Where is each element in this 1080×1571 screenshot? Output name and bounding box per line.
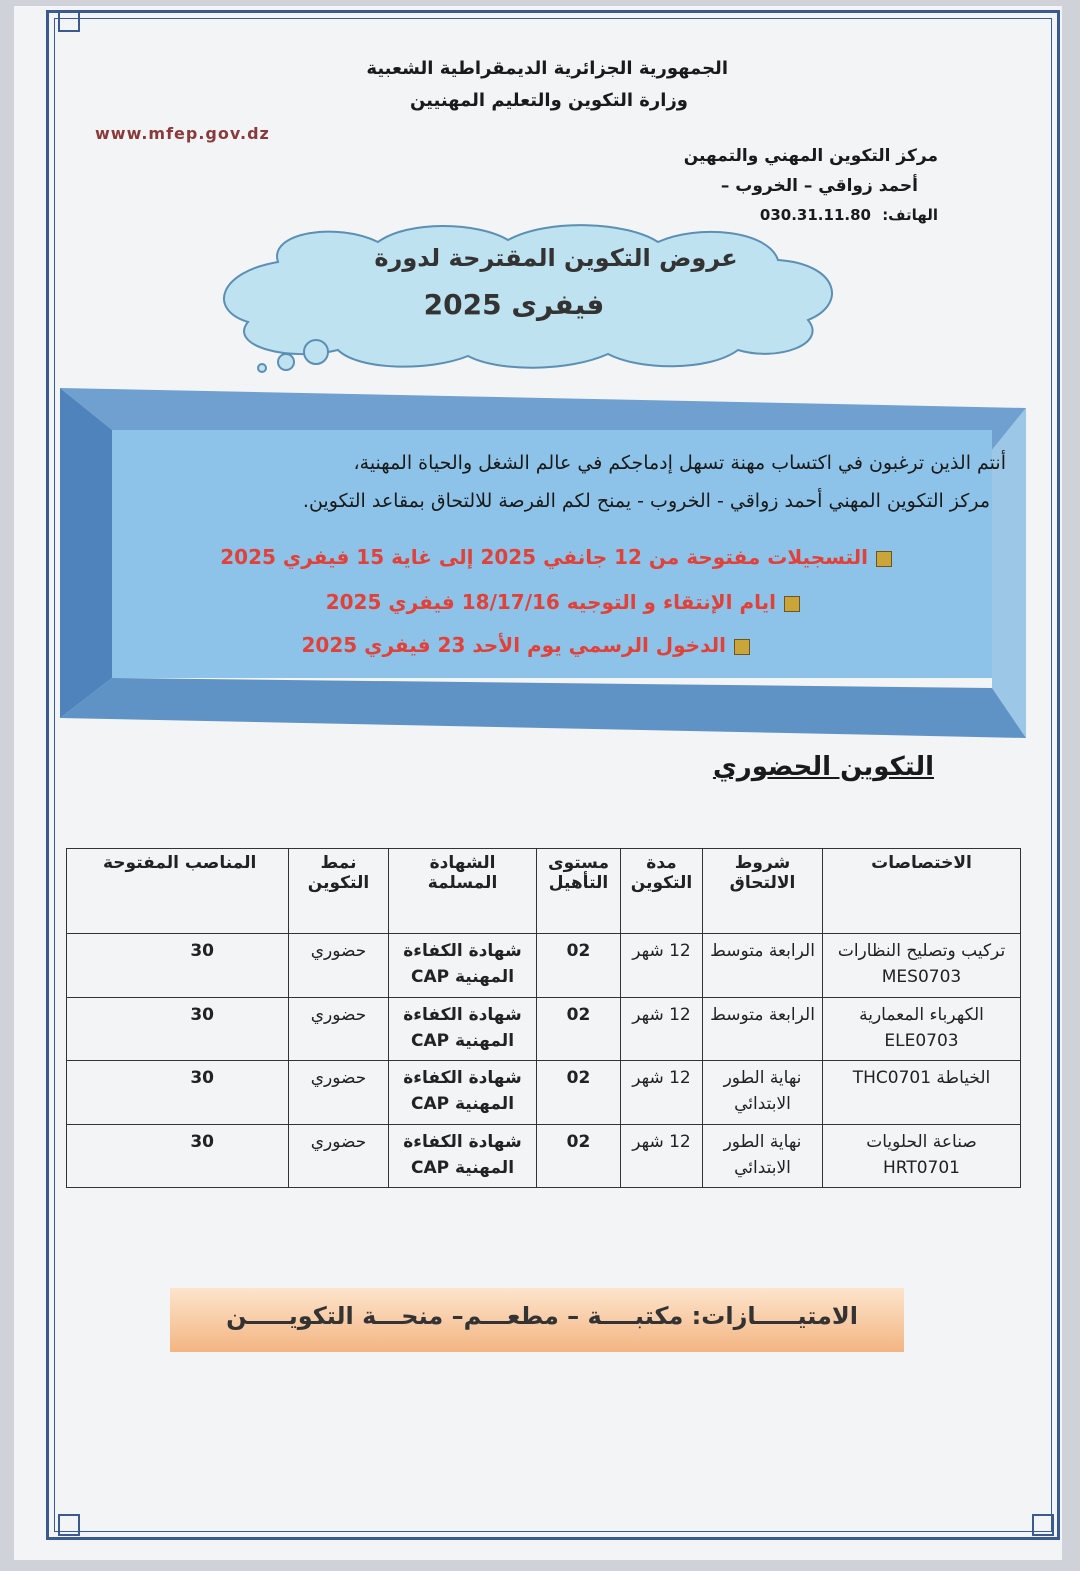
start-date: الدخول الرسمي يوم الأحد 23 فيفري 2025 bbox=[302, 633, 751, 657]
posts-cell: 30 bbox=[67, 1061, 289, 1125]
specialty-cell: تركيب وتصليح النظارات MES0703 bbox=[823, 934, 1021, 998]
border-corner-ornament bbox=[58, 1514, 80, 1536]
mode-cell: حضوري bbox=[289, 1061, 389, 1125]
level-cell: 02 bbox=[537, 1124, 621, 1188]
header-conditions: شروط الالتحاق bbox=[703, 849, 823, 934]
duration-cell: 12 شهر bbox=[621, 934, 703, 998]
border-corner-ornament bbox=[58, 10, 80, 32]
header-posts: المناصب المفتوحة bbox=[67, 849, 289, 934]
bullet-icon bbox=[784, 596, 800, 612]
table-header-row bbox=[67, 849, 1021, 934]
benefits-text: الامتيـــــازات: مكتبــــة – مطعـــم– منحـــة التكويـــــن bbox=[226, 1302, 858, 1330]
ministry-header: وزارة التكوين والتعليم المهنيين bbox=[409, 90, 688, 111]
level-cell: 02 bbox=[537, 1061, 621, 1125]
posts-cell: 30 bbox=[67, 1124, 289, 1188]
level-cell: 02 bbox=[537, 934, 621, 998]
republic-header: الجمهورية الجزائرية الديمقراطية الشعبية bbox=[366, 58, 728, 79]
conditions-cell: نهاية الطور الابتدائي bbox=[703, 1061, 823, 1125]
intro-paragraph-line2: مركز التكوين المهني أحمد زواقي - الخروب - يمنح لكم الفرصة للالتحاق بمقاعد التكوين. bbox=[302, 490, 990, 512]
mode-cell: حضوري bbox=[289, 1124, 389, 1188]
conditions-cell: الرابعة متوسط bbox=[703, 997, 823, 1061]
specialty-cell: الخياطة THC0701 bbox=[823, 1061, 1021, 1125]
certificate-cell: شهادة الكفاءة المهنية CAP bbox=[389, 1061, 537, 1125]
certificate-cell: شهادة الكفاءة المهنية CAP bbox=[389, 934, 537, 998]
duration-cell: 12 شهر bbox=[621, 1061, 703, 1125]
mode-cell: حضوري bbox=[289, 934, 389, 998]
border-corner-ornament bbox=[1032, 1514, 1054, 1536]
duration-cell: 12 شهر bbox=[621, 997, 703, 1061]
header-level: مستوى التأهيل bbox=[537, 849, 621, 934]
bullet-icon bbox=[876, 551, 892, 567]
certificate-cell: شهادة الكفاءة المهنية CAP bbox=[389, 1124, 537, 1188]
posts-cell: 30 bbox=[67, 997, 289, 1061]
title-cloud bbox=[208, 222, 844, 344]
table-row bbox=[67, 934, 1021, 998]
center-location: أحمد زواقي – الخروب – bbox=[720, 176, 918, 196]
header-certificate: الشهادة المسلمة bbox=[389, 849, 537, 934]
phone-number: 030.31.11.80 bbox=[759, 206, 871, 224]
cloud-title-line2: فيفرى 2025 bbox=[423, 288, 605, 321]
mode-cell: حضوري bbox=[289, 997, 389, 1061]
table-row bbox=[67, 1124, 1021, 1188]
cloud-title-line1: عروض التكوين المقترحة لدورة bbox=[374, 244, 738, 272]
header-specialty: الاختصاصات bbox=[823, 849, 1021, 934]
table-row bbox=[67, 1061, 1021, 1125]
website-link: www.mfep.gov.dz bbox=[95, 124, 270, 143]
section-title: التكوين الحضوري bbox=[712, 752, 934, 782]
duration-cell: 12 شهر bbox=[621, 1124, 703, 1188]
conditions-cell: الرابعة متوسط bbox=[703, 934, 823, 998]
certificate-cell: شهادة الكفاءة المهنية CAP bbox=[389, 997, 537, 1061]
center-name: مركز التكوين المهني والتمهين bbox=[683, 146, 938, 166]
level-cell: 02 bbox=[537, 997, 621, 1061]
registration-dates: التسجيلات مفتوحة من 12 جانفي 2025 إلى غاية 15 فيفري 2025 bbox=[220, 545, 892, 569]
specialty-cell: الكهرباء المعمارية ELE0703 bbox=[823, 997, 1021, 1061]
header-mode: نمط التكوين bbox=[289, 849, 389, 934]
offers-table bbox=[66, 848, 1021, 1188]
selection-dates: ايام الإنتقاء و التوجيه 18/17/16 فيفري 2025 bbox=[326, 590, 800, 614]
intro-paragraph-line1: أنتم الذين ترغبون في اكتساب مهنة تسهل إدماجكم في عالم الشغل والحياة المهنية، bbox=[353, 452, 1006, 474]
bullet-icon bbox=[734, 639, 750, 655]
header-duration: مدة التكوين bbox=[621, 849, 703, 934]
conditions-cell: نهاية الطور الابتدائي bbox=[703, 1124, 823, 1188]
posts-cell: 30 bbox=[67, 934, 289, 998]
table-row bbox=[67, 997, 1021, 1061]
specialty-cell: صناعة الحلويات HRT0701 bbox=[823, 1124, 1021, 1188]
phone-label: الهاتف: bbox=[882, 206, 938, 224]
